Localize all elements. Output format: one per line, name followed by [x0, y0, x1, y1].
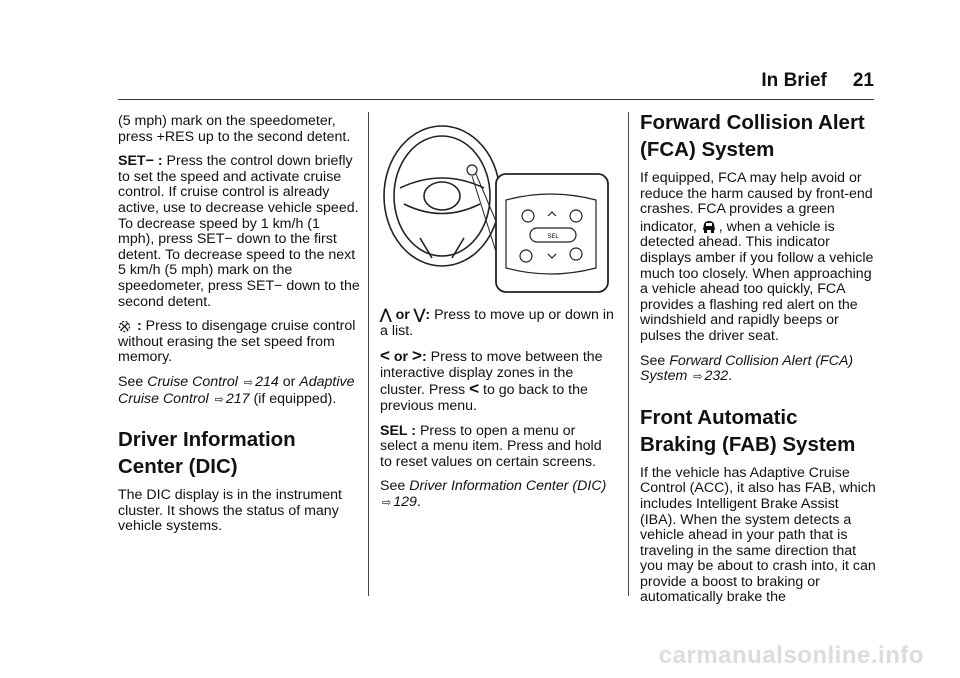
steering-wheel-illustration: [380, 108, 612, 298]
watermark: carmanualsonline.info: [658, 642, 924, 669]
section-title: In Brief: [761, 70, 827, 91]
header-rule: [118, 99, 874, 100]
paragraph: [380, 308, 616, 339]
column-2: [380, 114, 616, 521]
page-ref-icon: ⇨: [214, 393, 224, 406]
fca-text: If equipped, FCA may help avoid or reduce the harm caused by front-end crashes. FCA provides a green indicator,: [640, 170, 873, 235]
ref-page[interactable]: 217: [225, 390, 250, 407]
paragraph: [380, 424, 616, 471]
lr-text: Press to move between the interactive display zones in the cluster. Press: [380, 349, 603, 399]
ref-page[interactable]: 232: [704, 368, 729, 385]
colon: :: [421, 349, 427, 366]
ref-link[interactable]: Cruise Control: [147, 373, 238, 390]
paragraph: See Driver Information Center (DIC) ⇨ 129.: [380, 478, 607, 510]
sel-text: Press to open a menu or select a menu item. Press and hold to reset values on certain screens.: [380, 422, 602, 470]
paragraph: [380, 348, 616, 414]
column-divider: [368, 112, 369, 596]
back-icon: <: [469, 379, 480, 399]
lr-text-b: to go back to the previous menu.: [380, 382, 588, 414]
or-text: or: [393, 349, 409, 366]
see-text: See: [380, 478, 406, 495]
down-icon: ⋁: [413, 307, 426, 323]
ref-link[interactable]: Adaptive Cruise Control: [118, 373, 355, 407]
or-text: or: [282, 373, 296, 390]
cancel-text: Press to disengage cruise control without erasing the set speed from memory.: [118, 318, 356, 366]
paragraph: See Forward Collision Alert (FCA) System ⇨ 232.: [640, 352, 854, 385]
steering-wheel-controls-image: [380, 108, 612, 298]
column-3: [640, 111, 876, 615]
or-text: or: [395, 307, 410, 323]
heading-dic: Driver Information Center (DIC): [118, 428, 296, 479]
set-text: Press the control down briefly to set the speed and activate cruise control. If cruise control is already active, use to decrease vehicle speed. To decrease speed by 1 km/h (1 mph), press SET− down to the first detent. To decrease speed to the next 5 km/h (5 mph) mark on the speedometer, press SET− down to the second detent.: [118, 153, 360, 310]
cruise-cancel-icon: [118, 320, 131, 333]
paragraph: (5 mph) mark on the speedometer, press +RES up to the second detent.: [118, 113, 351, 145]
right-icon: >: [412, 346, 422, 366]
page-number: 21: [852, 70, 874, 91]
page-ref-icon: ⇨: [382, 496, 392, 509]
left-icon: <: [380, 346, 390, 366]
page-ref-icon: ⇨: [693, 371, 703, 384]
vehicle-ahead-icon: [701, 218, 717, 234]
paragraph: [118, 375, 360, 408]
see-text: See: [118, 373, 144, 390]
cancel-label: :: [133, 318, 142, 335]
sel-label: SEL :: [380, 422, 417, 439]
page-ref-icon: ⇨: [243, 376, 254, 389]
ref-page[interactable]: 129: [393, 493, 417, 510]
paragraph: The DIC display is in the instrument cluster. It shows the status of many vehicle systems.: [118, 487, 342, 535]
ref-tail: (if equipped).: [253, 390, 337, 407]
colon: :: [425, 307, 431, 323]
column-1: [118, 114, 360, 544]
ref-link[interactable]: Driver Information Center (DIC): [409, 478, 607, 495]
page-header: [761, 70, 874, 92]
fca-text-b: , when a vehicle is detected ahead. This indicator displays amber if you follow a vehicle much too closely. When approaching a vehicle ahead too quickly, FCA provides a flashing red alert on the windshield and rapidly beeps or pulses the driver seat.: [640, 218, 874, 344]
paragraph: [118, 154, 360, 310]
set-label: SET− :: [118, 153, 163, 170]
sel-image-label: SEL: [547, 234, 559, 240]
heading-fab: Front Automatic Braking (FAB) System: [640, 405, 856, 456]
ref-link[interactable]: Forward Collision Alert (FCA) System: [640, 352, 854, 385]
ref-page[interactable]: 214: [255, 373, 279, 390]
heading-fca: Forward Collision Alert (FCA) System: [640, 111, 865, 161]
column-divider: [628, 112, 629, 596]
updown-text: Press to move up or down in a list.: [380, 307, 614, 339]
up-icon: ⋀: [380, 307, 392, 323]
paragraph: [118, 319, 360, 366]
see-text: See: [640, 352, 666, 369]
paragraph: [640, 171, 876, 345]
paragraph: If the vehicle has Adaptive Cruise Control (ACC), it also has FAB, which includes Intelligent Brake Assist (IBA). When the system detects a vehicle ahead in your path that is traveling in the same direction that you may be about to crash into, it can provide a boost to braking or automatically brake the: [640, 464, 876, 606]
